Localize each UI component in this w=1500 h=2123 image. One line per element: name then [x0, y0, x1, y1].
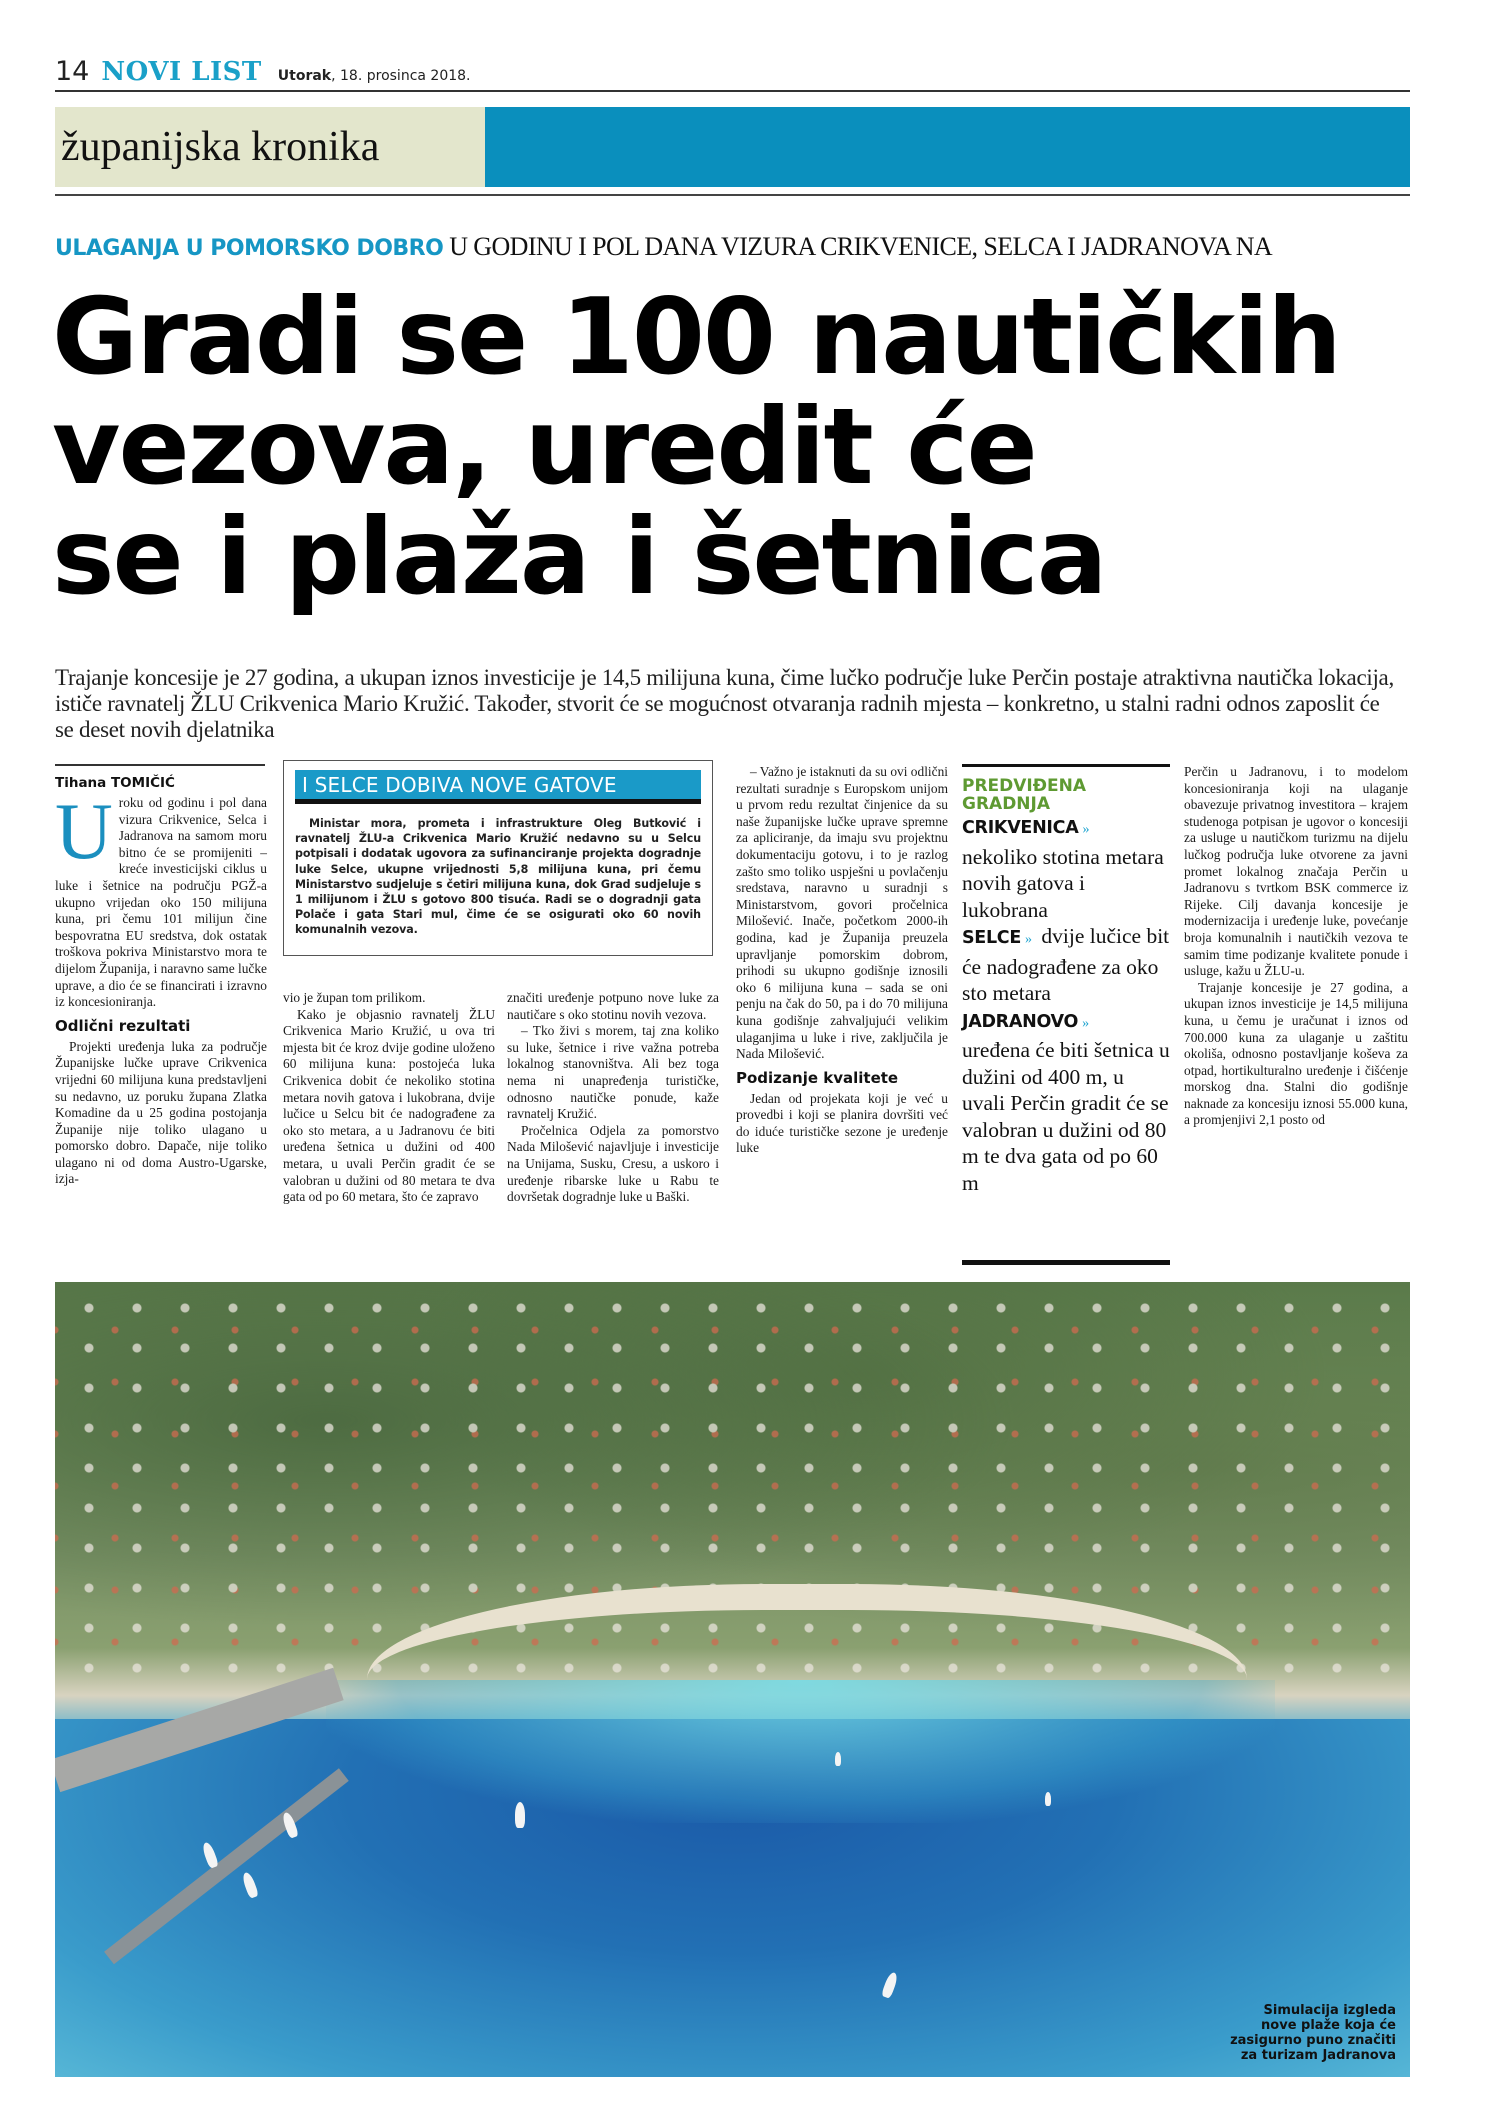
issue-date — [278, 68, 471, 84]
headline-line: vezova, uredit će — [52, 386, 1036, 508]
article-column-1 — [55, 788, 267, 1188]
section-bar — [55, 107, 1410, 187]
newspaper-logo: NOVI LIST — [101, 57, 262, 87]
sidebar-box-title: I SELCE DOBIVA NOVE GATOVE — [302, 772, 617, 797]
subheading: Podizanje kvalitete — [736, 1068, 899, 1087]
boat-icon — [515, 1802, 525, 1828]
article-paragraph: Trajanje koncesije je 27 godina, a ukupan iznos investicije je 14,5 milijuna kuna, u čemu je uračunat i iznos od 700.000 kuna za ulaganje u zaštitu okoliša, odnosno postavljanje koševa za otpad, hortikulturalno uređenje i čišćenje morskog dna. Stalni dio godišnje naknade za koncesiju iznosi 55.000 kuna, a promjenjivi 2,1 posto od — [1184, 979, 1408, 1128]
article-paragraph — [55, 788, 267, 1011]
page-number: 14 — [55, 56, 90, 87]
fact-box-kicker: PREDVIĐENA GRADNJA — [962, 776, 1086, 814]
headline-line: se i plaža i šetnica — [52, 496, 1106, 618]
byline: Tihana TOMIČIĆ — [55, 775, 175, 791]
boat-icon — [835, 1752, 841, 1766]
double-chevron-right-icon: » — [1082, 1015, 1090, 1031]
beach-rendering-photo — [55, 1282, 1410, 2077]
subheading: Odlični rezultati — [55, 1016, 191, 1035]
article-paragraph: Projekti uređenja luka za područje Županijske lučke uprave Crikvenica vrijedni 60 milijuna kuna predstavljeni su nedavno, uz poruku župana Zlatka Komadine da u 25 godina postojanja Županije nije toliko ulagano u pomorsko dobro. Dapače, nije toliko ulagano ni od doma Austro-Ugarske, izja- — [55, 1038, 267, 1187]
article-paragraph: vio je župan tom prilikom. — [283, 990, 426, 1005]
article-paragraph: Perčin u Jadranovu, i to modelom koncesioniranja koji na ulaganje obavezuje privatnog investitora – krajem studenoga potpisan je ugovor o koncesiji za usluge u nautičkom turizmu na dijelu lučkog područja luke otvorene za javni promet lokalnog značaja Perčin u Jadranovu s tvrtkom BSK commerce iz Rijeke. Cilj davanja koncesije je modernizacija i uređenje luke, povećanje broja komunalnih i nautičkih vezova te samim time podizanje kvalitete ponude i usluge, kažu u ŽLU-u. — [1184, 764, 1408, 979]
double-chevron-right-icon: » — [1025, 932, 1033, 947]
boat-icon — [1045, 1792, 1051, 1806]
article-kicker — [55, 234, 1415, 262]
dropcap: U — [55, 788, 113, 876]
fact-item-selce — [962, 923, 1170, 1007]
fact-text: dvije lučice bit će nadograđene za oko sto metara — [962, 924, 1170, 1005]
fact-item-jadranovo — [962, 1007, 1170, 1197]
date: , 18. prosinca 2018. — [331, 68, 471, 84]
section-divider — [55, 194, 1410, 196]
fact-text: uređena će biti šetnica u dužini od 400 m, u uvali Perčin gradit će se valobran u dužini od 80 m te dva gata od po 60 m — [962, 1038, 1170, 1195]
double-chevron-right-icon: » — [1082, 822, 1090, 837]
section-accent-bar — [485, 107, 1410, 187]
fact-place: CRIKVENICA — [962, 818, 1079, 838]
section-title: županijska kronika — [61, 124, 380, 170]
article-headline — [52, 276, 1432, 618]
sidebar-box-header — [295, 770, 701, 804]
kicker-text: U GODINU I POL DANA VIZURA CRIKVENICE, SELCA I JADRANOVA NA — [443, 234, 1273, 261]
sidebar-box-body: Ministar mora, prometa i infrastrukture Oleg Butković i ravnatelj ŽLU-a Crikvenica Mario Kružić nedavno su u Selcu potpisali i dodatak ugovora za sufinanciranje projekta dogradnje luke Selce, ukupne vrijednosti 5,8 milijuna kuna, pri čemu Ministarstvo sudjeluje s četiri milijuna kuna, dok Grad sudjeluje s 1 milijunom i ŽLU s gotovo 800 tisuća. Radi se o dogradnji gata Polače i gata Stari mul, čime će se osigurati oko 60 novih komunalnih vezova. — [295, 817, 701, 937]
article-paragraph: značiti uređenje potpuno nove luke za nautičare s oko stotinu novih vezova. — [507, 990, 719, 1022]
fact-text: nekoliko stotina metara novih gatova i lukobrana — [962, 844, 1164, 922]
article-paragraph: Pročelnica Odjela za pomorstvo Nada Milošević najavljuje i investicije na Unijama, Susku, Cresu, a uskoro i uređenje ribarske luke u Rabu te dovršetak dogradnje luke u Baški. — [507, 1122, 719, 1205]
fact-place: JADRANOVO — [962, 1011, 1079, 1032]
fact-box-bottom-rule — [962, 1260, 1170, 1265]
paragraph-text: roku od godinu i pol dana vizura Crikvenice, Selca i Jadranova na samom moru bitno će se promijeniti – kreće investicijski ciklus u luke i šetnice na području PGŽ-a ukupno vrijedan oko 150 milijuna kuna, pri čemu 101 milijun čine bespovratna EU sredstva, dok ostatak troškova pokriva Ministarstvo mora te dijelom Županija, i naravno same lučke uprave, a dio će se financirati i izravno iz koncesioniranja. — [55, 795, 267, 1010]
article-lede: Trajanje koncesije je 27 godina, a ukupan iznos investicije je 14,5 milijuna kuna, čime lučko područje luke Perčin postaje atraktivna nautička lokacija, ističe ravnatelj ŽLU Crikvenica Mario Kružić. Također, stvorit će se mogućnost otvaranja radnih mjesta – konkretno, u stalni radni odnos zaposlit će se deset novih djelatnika — [55, 665, 1394, 742]
article-paragraph: Kako je objasnio ravnatelj ŽLU Crikvenica Mario Kružić, u ova tri mjesta bit će kroz dvije godine uloženo 60 milijuna kuna: postojeća luka Crikvenica dobit će nekoliko stotina metara novih gatova i lukobrana, dvije lučice u Selcu bit će nadograđene za oko sto metara, a u Jadranovu će biti uređena šetnica u dužini od 400 metara, u uvali Perčin gradit će se valobran u dužini od 80 metara te dva gata od po 60 metara, što će zapravo — [283, 1006, 495, 1205]
photo-beach — [367, 1584, 1248, 1743]
byline-block — [55, 764, 265, 791]
sidebar-box — [283, 760, 713, 956]
headline-line: Gradi se 100 nautičkih — [52, 276, 1340, 398]
weekday: Utorak — [277, 68, 332, 84]
article-paragraph: – Važno je istaknuti da su ovi odlični rezultati suradnje s Europskom unijom u prvom redu rezultat činjenice da su naše županijske lučke uprave spremne za apliciranje, da imaju svu projektnu dokumentaciju gotovu, i to je razlog zašto smo toliko uspješni u povlačenju sredstava, naravno u suradnji s Ministarstvom, govori pročelnica Milošević. Inače, početkom 2000-ih godina, kad je Županija preuzela upravljanje pomorskim dobrom, prihodi su ukupno godišnje iznosili oko 6 milijuna kuna – sada se oni penju na čak do 50, pa i do 70 milijuna kuna godišnje zahvaljujući velikim ulaganjima u luke i rive, zaključila je Nada Milošević. — [736, 764, 948, 1062]
article-column-3 — [507, 990, 719, 1206]
photo-caption: Simulacija izgleda nove plaže koja će zasigurno puno značiti za turizam Jadranova — [1230, 2003, 1396, 2063]
article-paragraph: Jedan od projekata koji je već u provedbi i koji se planira dovršiti već do iduće turističke sezone je uređenje luke — [736, 1090, 948, 1156]
fact-item-crikvenica — [962, 813, 1170, 923]
kicker-topic: ULAGANJA U POMORSKO DOBRO — [55, 236, 444, 261]
section-title-box — [55, 107, 485, 187]
fact-place: SELCE — [962, 928, 1022, 948]
article-column-2 — [283, 990, 495, 1206]
article-column-6 — [1184, 764, 1408, 1129]
article-paragraph: – Tko živi s morem, taj zna koliko su luke, šetnice i rive važna potreba lokalnog stanovništva. Ali bez toga nema ni unapređenja turističke, odnosno nautičke ponude, kaže ravnatelj Kružić. — [507, 1023, 719, 1122]
page-header — [55, 56, 1410, 92]
fact-box — [962, 764, 1170, 1196]
article-column-4 — [736, 764, 948, 1157]
